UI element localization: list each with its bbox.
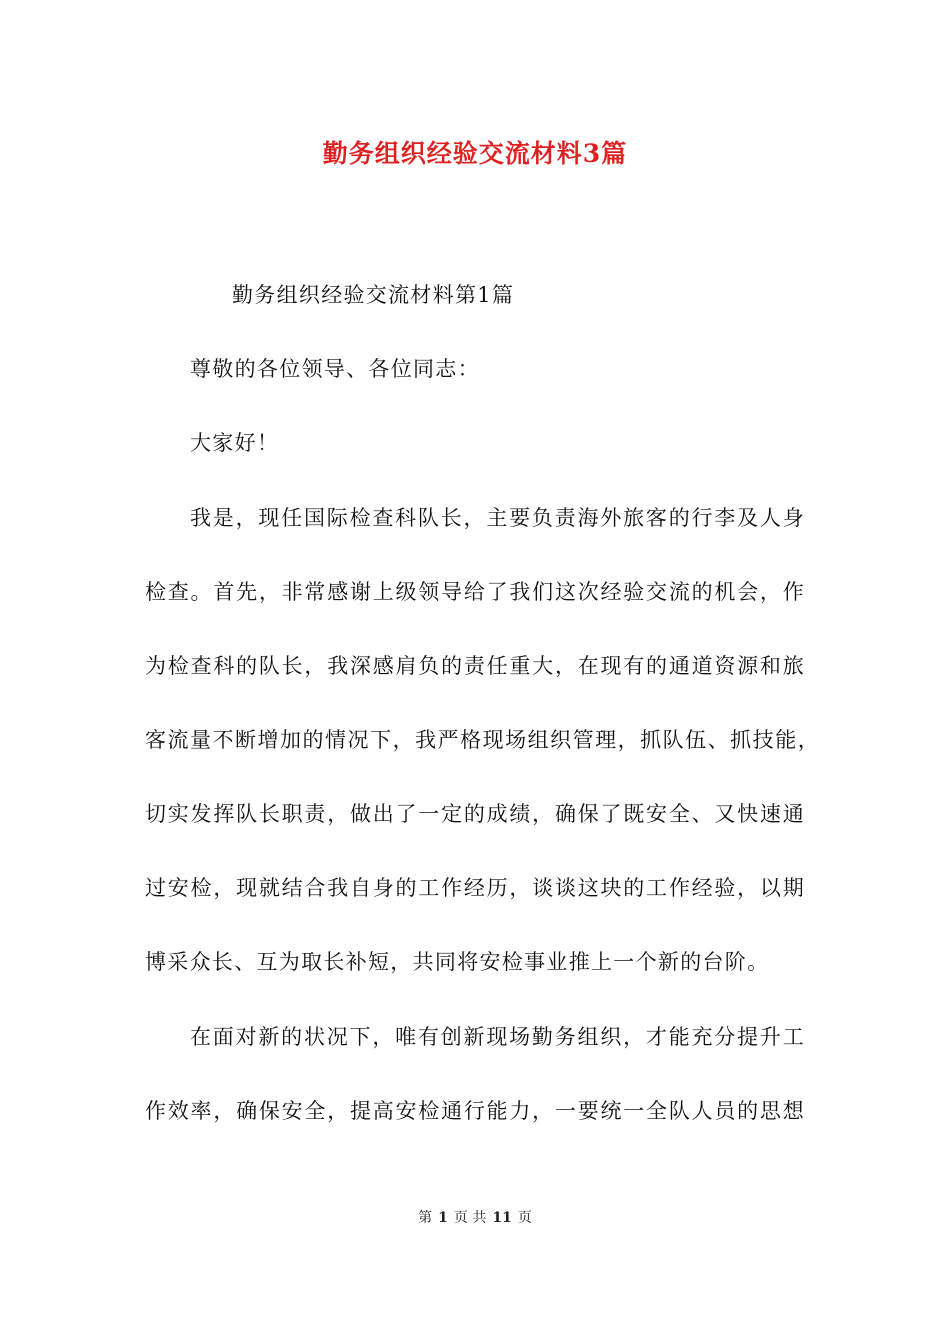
paragraph-line: 切实发挥队长职责，做出了一定的成绩，确保了既安全、又快速通 — [145, 802, 805, 826]
paragraph-line: 作效率，确保安全，提高安检通行能力，一要统一全队人员的思想 — [145, 1099, 805, 1123]
footer-suffix: 页 — [517, 1210, 532, 1226]
section-subtitle: 勤务组织经验交流材料第1篇 — [232, 283, 515, 307]
greeting: 大家好！ — [190, 431, 280, 455]
paragraph-line: 我是，现任国际检查科队长，主要负责海外旅客的行李及人身 — [190, 506, 805, 530]
page-footer — [0, 1208, 950, 1228]
paragraph-line: 过安检，现就结合我自身的工作经历，谈谈这块的工作经验，以期 — [145, 876, 805, 900]
paragraph-line: 客流量不断增加的情况下，我严格现场组织管理，抓队伍、抓技能， — [145, 728, 820, 752]
paragraph-line: 博采众长、互为取长补短，共同将安检事业推上一个新的台阶。 — [145, 950, 770, 974]
paragraph-line: 检查。首先，非常感谢上级领导给了我们这次经验交流的机会，作 — [145, 580, 805, 604]
total-pages-number: 11 — [492, 1210, 512, 1226]
current-page-number: 1 — [438, 1210, 448, 1226]
salutation: 尊敬的各位领导、各位同志： — [190, 357, 480, 381]
footer-mid: 页 共 — [453, 1210, 487, 1226]
paragraph-line: 在面对新的状况下，唯有创新现场勤务组织，才能充分提升工 — [190, 1025, 805, 1049]
document-title: 勤务组织经验交流材料3篇 — [322, 139, 628, 168]
footer-prefix: 第 — [418, 1210, 433, 1226]
paragraph-line: 为检查科的队长，我深感肩负的责任重大，在现有的通道资源和旅 — [145, 654, 805, 678]
